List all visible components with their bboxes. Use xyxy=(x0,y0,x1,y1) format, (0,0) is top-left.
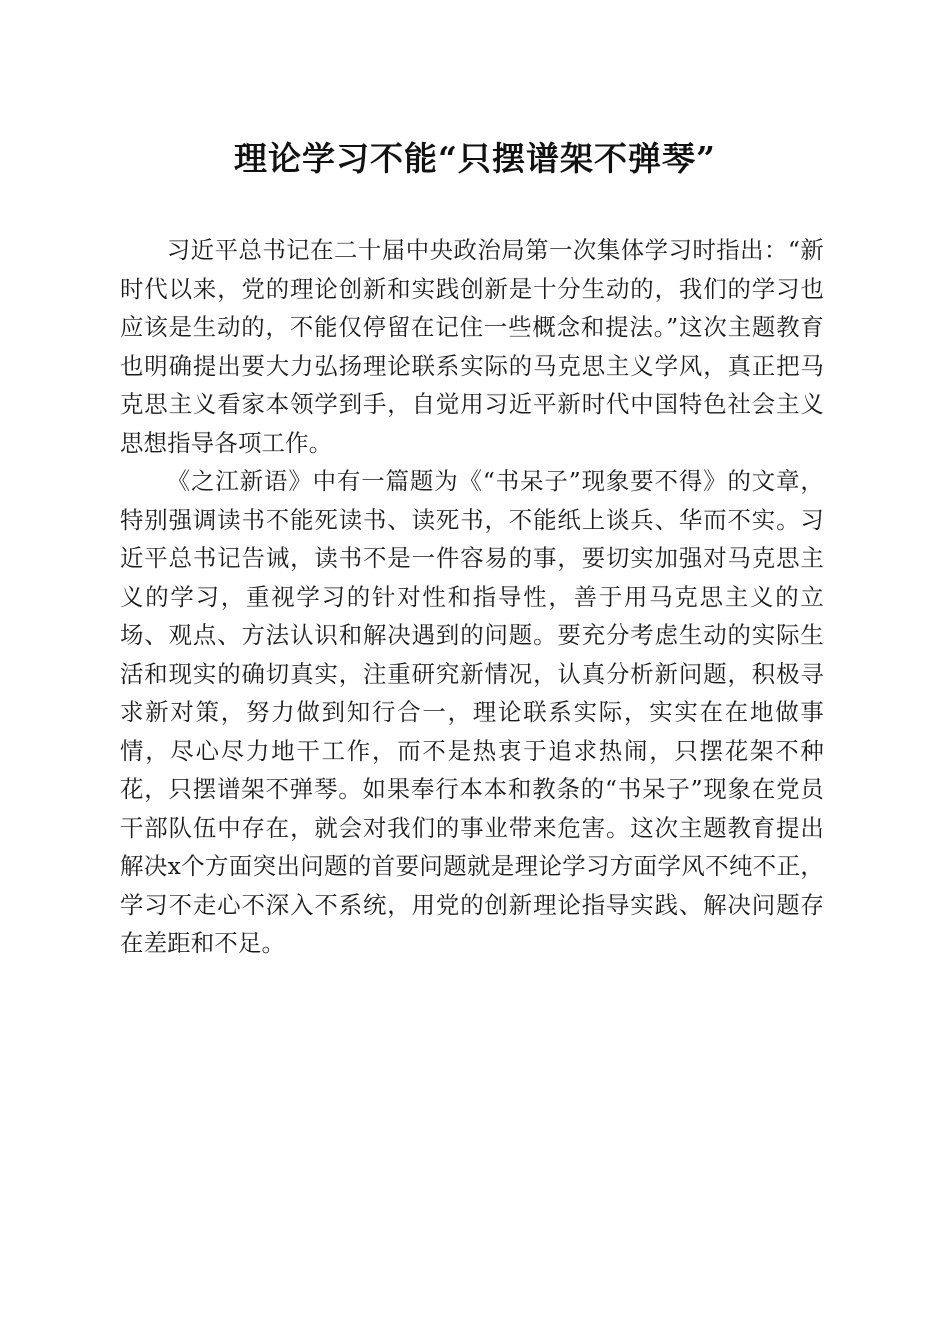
document-title: 理论学习不能“只摆谱架不弹琴” xyxy=(234,139,716,178)
paragraph-2: 《之江新语》中有一篇题为《“书呆子”现象要不得》的文章，特别强调读书不能死读书、读死书，不能纸上谈兵、华而不实。习近平总书记告诫，读书不是一件容易的事，要切实加强对马克思主义的学习，重视学习的针对性和指导性，善于用马克思主义的立场、观点、方法认识和解决遇到的问题。要充分考虑生动的实际生活和现实的确切真实，注重研究新情况，认真分析新问题，积极寻求新对策，努力做到知行合一，理论联系实际，实实在在地做事情，尽心尽力地干工作，而不是热衷于追求热闹，只摆花架不种花，只摆谱架不弹琴。如果奉行本本和教条的“书呆子”现象在党员干部队伍中存在，就会对我们的事业带来危害。这次主题教育提出解决x个方面突出问题的首要问题就是理论学习方面学风不纯不正，学习不走心不深入不系统，用党的创新理论指导实践、解决问题存在差距和不足。 xyxy=(120,467,824,957)
paragraph-1: 习近平总书记在二十届中央政治局第一次集体学习时指出：“新时代以来，党的理论创新和实践创新是十分生动的，我们的学习也应该是生动的，不能仅停留在记住一些概念和提法。”这次主题教育也明确提出要大力弘扬理论联系实际的马克思主义学风，真正把马克思主义看家本领学到手，自觉用习近平新时代中国特色社会主义思想指导各项工作。 xyxy=(120,236,824,457)
document-body xyxy=(120,231,824,963)
